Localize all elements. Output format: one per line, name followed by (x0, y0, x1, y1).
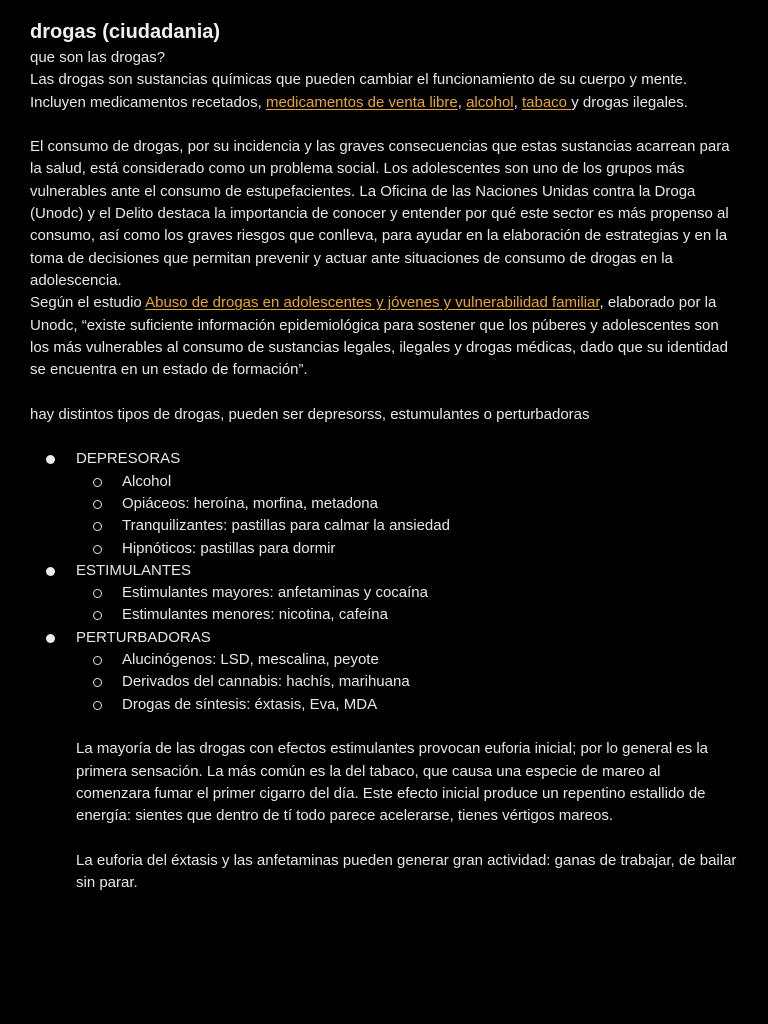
extasis-paragraph: La euforia del éxtasis y las anfetaminas pueden generar gran actividad: ganas de trabajar, de bailar sin parar. (76, 851, 737, 891)
estudio-text-end: , elaborado por la Unodc, “existe suficiente información epidemiológica para sostener que los púberes y adolescentes son los más vulnerables al consumo de sustancias legales, ilegales y drogas médicas, dado que su identidad se encuentra en un estado de formación”. (30, 294, 728, 379)
list-item-text: Estimulantes menores: nicotina, cafeína (122, 606, 388, 624)
bullet-icon (46, 634, 55, 643)
link-alcohol[interactable]: alcohol (466, 93, 514, 111)
intro-separator: , (513, 93, 522, 111)
list-item-text: Derivados del cannabis: hachís, marihuana (122, 673, 410, 691)
hollow-bullet-icon (93, 589, 102, 598)
hollow-bullet-icon (93, 522, 102, 531)
note-title[interactable]: drogas (ciudadania) (30, 21, 221, 43)
link-tabaco[interactable]: tabaco (521, 93, 572, 111)
sublist-perturbadoras (76, 649, 738, 716)
hollow-bullet-icon (93, 611, 102, 620)
list-item (122, 538, 738, 560)
estudio-paragraph (30, 292, 738, 381)
list-item (122, 515, 738, 537)
tipos-intro: hay distintos tipos de drogas, pueden ser depresorss, estumulantes o perturbadoras (30, 405, 590, 423)
category-label: PERTURBADORAS (76, 628, 211, 646)
category-label: DEPRESORAS (76, 450, 181, 468)
indented-section (30, 738, 738, 894)
list-item-text: Opiáceos: heroína, morfina, metadona (122, 494, 378, 512)
estudio-text: Según el estudio (30, 294, 146, 312)
hollow-bullet-icon (93, 478, 102, 487)
sublist-depresoras (76, 471, 738, 560)
drug-types-list (30, 448, 738, 716)
list-item (122, 493, 738, 515)
link-medicamentos-venta-libre[interactable]: medicamentos de venta libre (265, 93, 458, 111)
list-item-text: Hipnóticos: pastillas para dormir (122, 539, 336, 557)
list-item-perturbadoras (76, 627, 738, 716)
list-item-text: Tranquilizantes: pastillas para calmar la ansiedad (122, 517, 450, 535)
list-item-text: Estimulantes mayores: anfetaminas y cocaína (122, 584, 428, 602)
hollow-bullet-icon (93, 701, 102, 710)
intro-text-end: y drogas ilegales. (571, 93, 688, 111)
list-item (122, 471, 738, 493)
blank-line (76, 827, 738, 849)
euforia-paragraph: La mayoría de las drogas con efectos estimulantes provocan euforia inicial; por lo general es la primera sensación. La más común es la del tabaco, que causa una especie de mareo al comenzara fumar el primer cigarro del día. Este efecto inicial produce un repentino estallido de energía: sientes que dentro de tí todo parece acelerarse, tienes vértigos mareos. (76, 740, 709, 825)
list-item-text: Alcohol (122, 472, 172, 490)
list-item (122, 582, 738, 604)
link-abuso-de-drogas-estudio[interactable]: Abuso de drogas en adolescentes y jóvenes y vulnerabilidad familiar (145, 294, 600, 312)
blank-line (30, 381, 738, 403)
sublist-estimulantes (76, 582, 738, 627)
category-label: ESTIMULANTES (76, 561, 192, 579)
list-item (122, 671, 738, 693)
list-item-depresoras (76, 448, 738, 559)
question-line: que son las drogas? (30, 49, 166, 66)
hollow-bullet-icon (93, 500, 102, 509)
intro-paragraph (30, 69, 738, 114)
bullet-icon (46, 567, 55, 576)
intro-separator: , (457, 93, 467, 111)
blank-line (30, 426, 738, 448)
list-item (122, 604, 738, 626)
hollow-bullet-icon (93, 678, 102, 687)
hollow-bullet-icon (93, 545, 102, 554)
consumo-paragraph: El consumo de drogas, por su incidencia y las graves consecuencias que estas sustancias acarrean para la salud, está considerado como un problema social. Los adolescentes son uno de los grupos más vulnerables ante el consumo de estupefacientes. La Oficina de las Naciones Unidas contra la Droga (Unodc) y el Delito destaca la importancia de conocer y entender por qué este sector es más propenso al consumo, así como los graves riesgos que conlleva, para ayudar en la elaboración de estrategias y en la toma de decisiones que permitan prevenir y actuar ante situaciones de consumo de drogas en la adolescencia. (30, 138, 730, 289)
intro-text: Las drogas son sustancias químicas que pueden cambiar el funcionamiento de su cuerpo y mente. Incluyen medicamentos recetados, (30, 71, 688, 111)
blank-line (30, 716, 738, 738)
bullet-icon (46, 455, 55, 464)
list-item-text: Drogas de síntesis: éxtasis, Eva, MDA (122, 695, 378, 713)
list-item-estimulantes (76, 560, 738, 627)
blank-line (30, 114, 738, 136)
hollow-bullet-icon (93, 656, 102, 665)
list-item (122, 649, 738, 671)
list-item-text: Alucinógenos: LSD, mescalina, peyote (122, 651, 379, 669)
list-item (122, 694, 738, 716)
